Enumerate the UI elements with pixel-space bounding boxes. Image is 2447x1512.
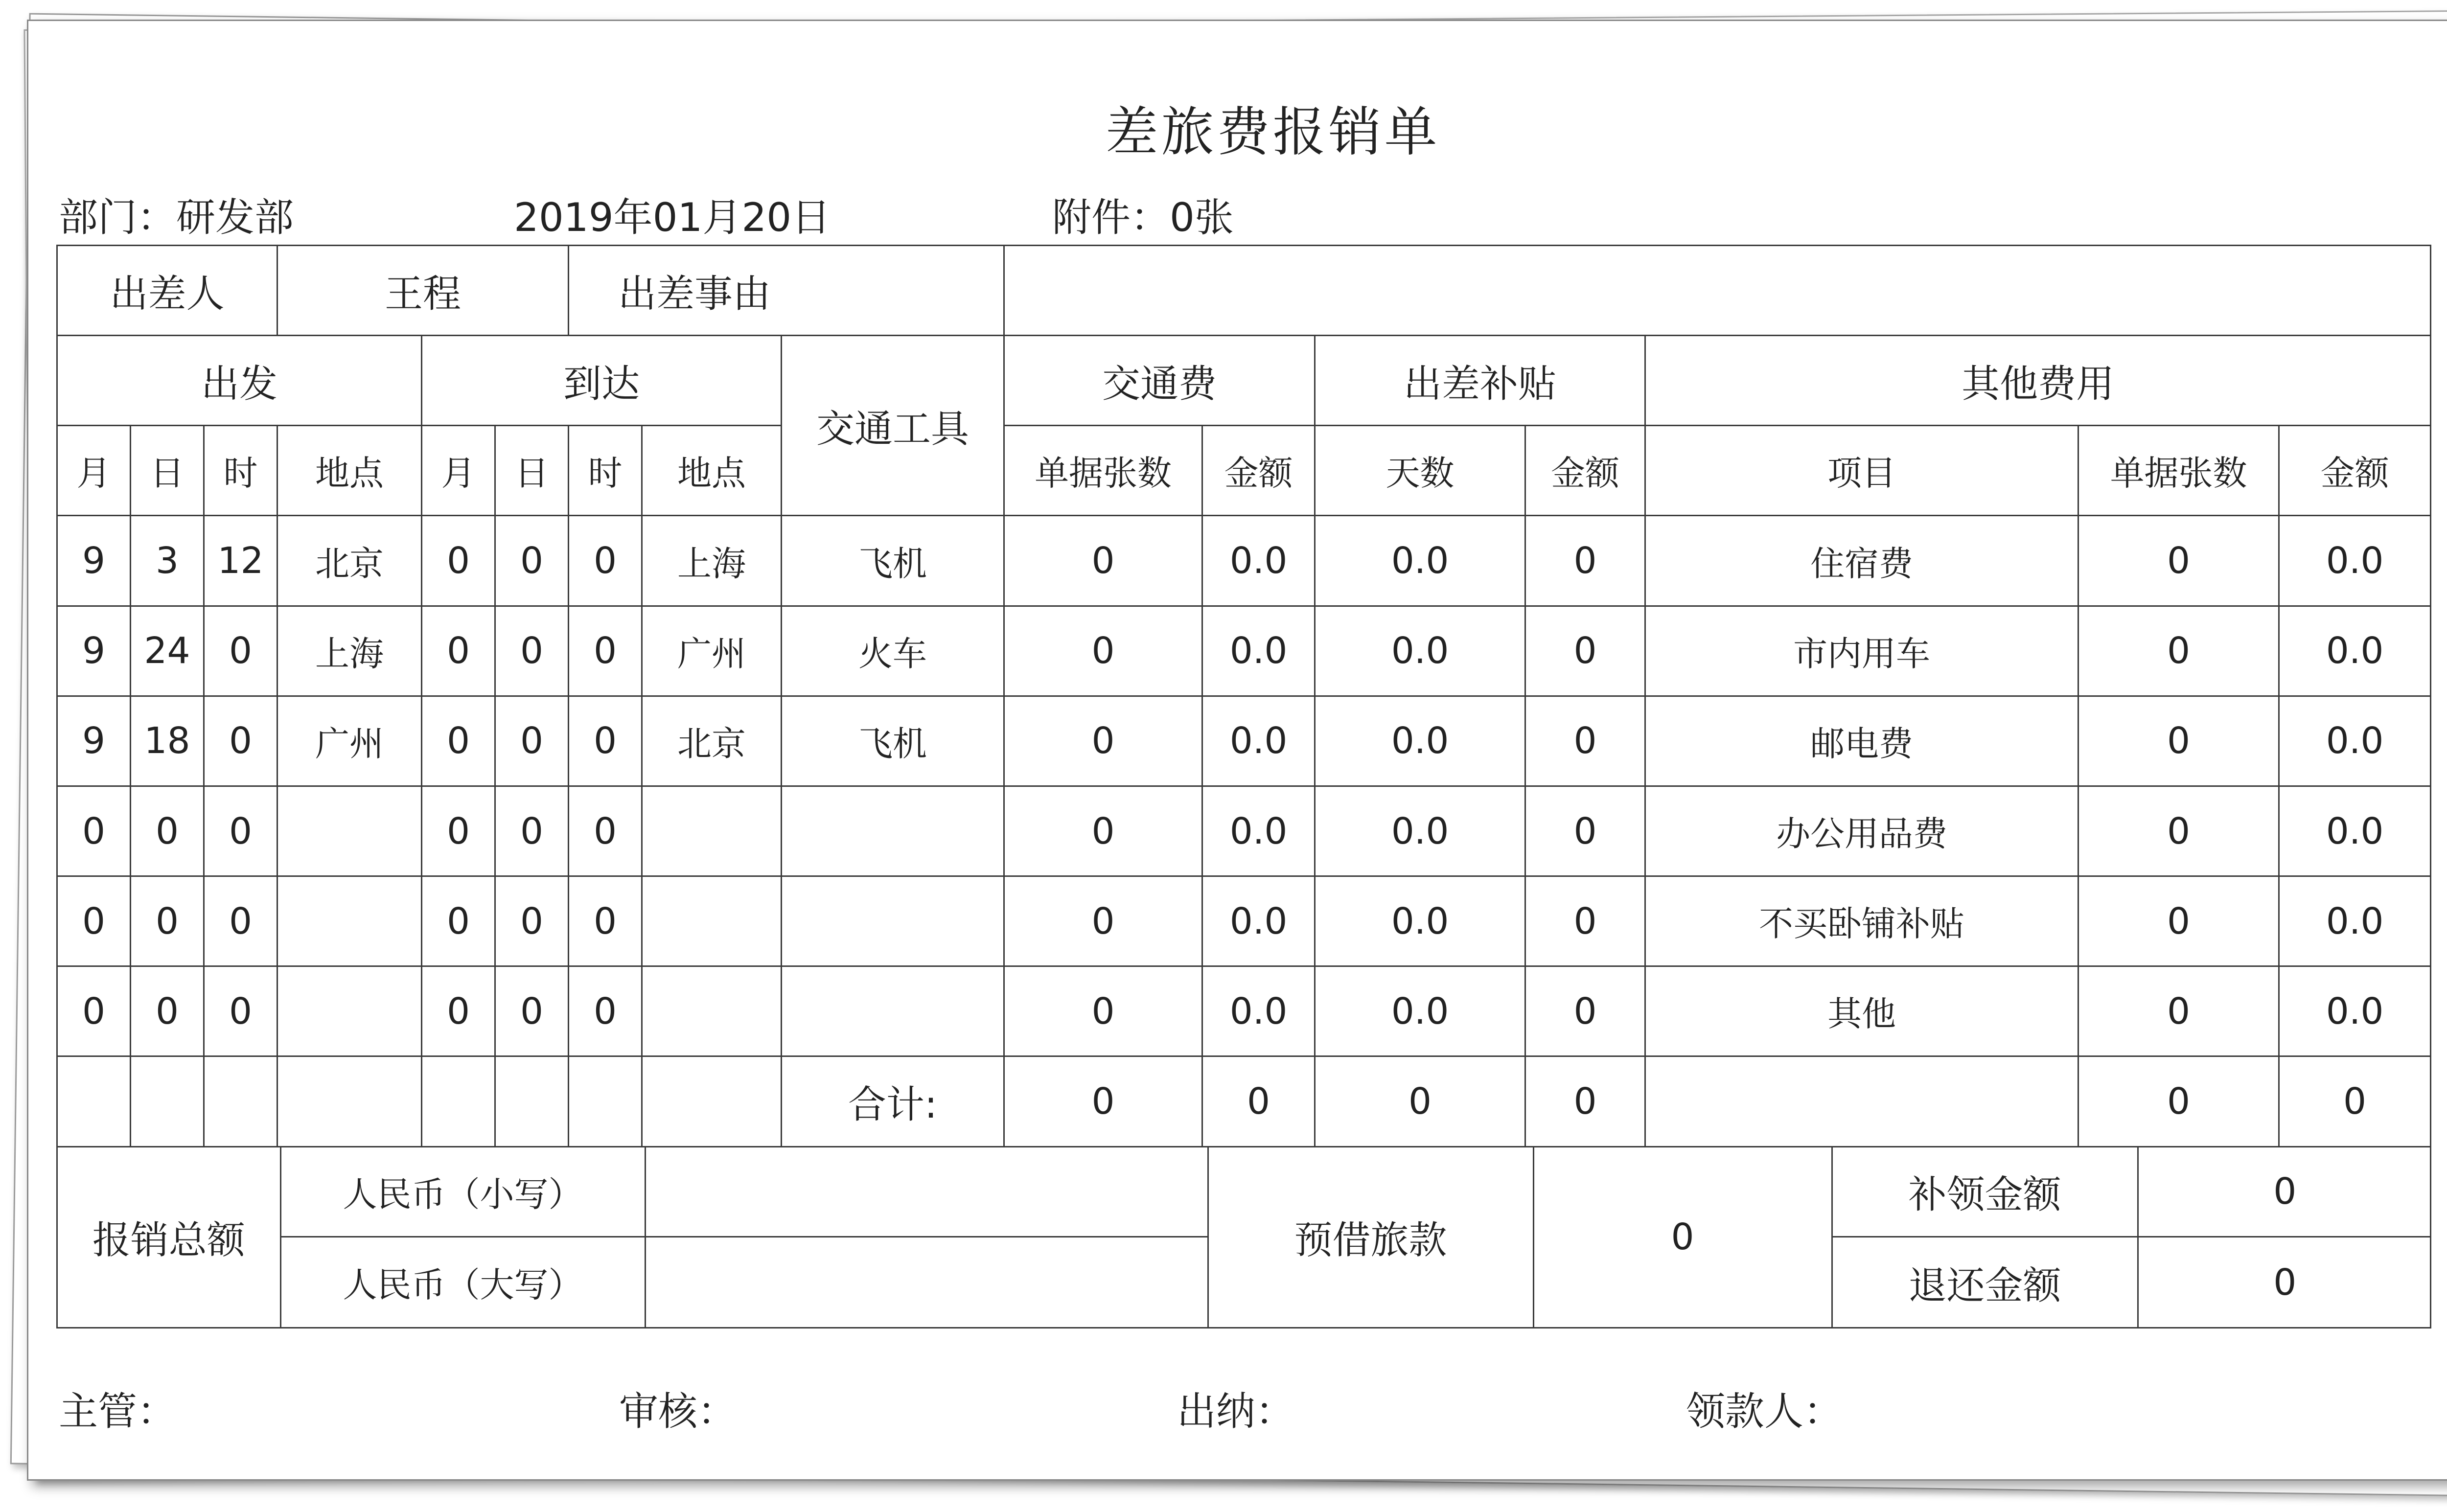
transport-amount-cell[interactable]: 0.0 xyxy=(1202,696,1315,786)
empty-cell xyxy=(422,1056,495,1146)
arr-month-cell[interactable]: 0 xyxy=(422,516,495,606)
advance-value[interactable]: 0 xyxy=(1533,1147,1832,1327)
transport-amount-cell[interactable]: 0.0 xyxy=(1202,966,1315,1056)
transport-amount-cell[interactable]: 0.0 xyxy=(1202,786,1315,876)
arr-month-cell[interactable]: 0 xyxy=(422,696,495,786)
dep-day-cell[interactable]: 0 xyxy=(131,786,204,876)
rmb-lower-value[interactable] xyxy=(645,1147,1208,1237)
other-item-cell: 其他 xyxy=(1645,966,2078,1056)
arr-hour-header: 时 xyxy=(569,426,642,516)
arr-month-cell[interactable]: 0 xyxy=(422,966,495,1056)
other-count-cell[interactable]: 0 xyxy=(2078,606,2279,696)
other-amount-header: 金额 xyxy=(2279,426,2431,516)
dep-month-cell[interactable]: 0 xyxy=(57,876,131,966)
traveler-label: 出差人 xyxy=(57,246,277,336)
transport-count-cell[interactable]: 0 xyxy=(1004,966,1202,1056)
totals-row xyxy=(57,1056,2431,1146)
form-title: 差旅费报销单 xyxy=(1105,102,1440,163)
other-item-header: 项目 xyxy=(1645,426,2078,516)
total-transport-amount: 0 xyxy=(1202,1056,1315,1146)
group-header-row xyxy=(57,336,2431,426)
total-allowance-amount: 0 xyxy=(1525,1056,1645,1146)
arr-hour-cell[interactable]: 0 xyxy=(569,606,642,696)
transport-amount-cell[interactable]: 0.0 xyxy=(1202,876,1315,966)
arr-place-cell[interactable]: 广州 xyxy=(642,606,782,696)
traveler-row xyxy=(57,246,2431,336)
arr-place-header: 地点 xyxy=(642,426,782,516)
summary-table xyxy=(58,1147,2431,1327)
allowance-amount-cell[interactable]: 0 xyxy=(1525,876,1645,966)
dep-hour-header: 时 xyxy=(204,426,277,516)
allowance-amount-cell[interactable]: 0 xyxy=(1525,606,1645,696)
other-item-cell: 市内用车 xyxy=(1645,606,2078,696)
dep-day-cell[interactable]: 24 xyxy=(131,606,204,696)
table-row xyxy=(57,966,2431,1056)
transport-amount-header: 金额 xyxy=(1202,426,1315,516)
refund-label: 退还金额 xyxy=(1832,1237,2138,1327)
arr-place-cell[interactable] xyxy=(642,966,782,1056)
dep-hour-cell[interactable]: 0 xyxy=(204,876,277,966)
dep-place-cell[interactable]: 北京 xyxy=(277,516,422,606)
table-row xyxy=(57,606,2431,696)
allowance-days-cell[interactable]: 0.0 xyxy=(1315,966,1525,1056)
vehicle-header: 交通工具 xyxy=(782,336,1004,516)
allowance-days-cell[interactable]: 0.0 xyxy=(1315,606,1525,696)
transport-count-cell[interactable]: 0 xyxy=(1004,786,1202,876)
vehicle-cell[interactable]: 火车 xyxy=(782,606,1004,696)
reason-label: 出差事由 xyxy=(569,246,1004,336)
allowance-days-cell[interactable]: 0.0 xyxy=(1315,876,1525,966)
rmb-upper-value[interactable] xyxy=(645,1237,1208,1327)
refund-value[interactable]: 0 xyxy=(2138,1237,2431,1327)
dep-place-header: 地点 xyxy=(277,426,422,516)
allowance-days-cell[interactable]: 0.0 xyxy=(1315,516,1525,606)
department-info: 部门：研发部 xyxy=(59,195,294,240)
empty-cell xyxy=(569,1056,642,1146)
arr-hour-cell[interactable]: 0 xyxy=(569,876,642,966)
table-row xyxy=(57,786,2431,876)
dep-hour-cell[interactable]: 0 xyxy=(204,786,277,876)
dep-day-cell[interactable]: 0 xyxy=(131,966,204,1056)
arr-month-cell[interactable]: 0 xyxy=(422,786,495,876)
empty-cell xyxy=(57,1056,131,1146)
dep-hour-cell[interactable]: 0 xyxy=(204,696,277,786)
other-count-cell[interactable]: 0 xyxy=(2078,786,2279,876)
transport-count-cell[interactable]: 0 xyxy=(1004,606,1202,696)
other-count-header: 单据张数 xyxy=(2078,426,2279,516)
vehicle-cell[interactable] xyxy=(782,786,1004,876)
other-amount-cell[interactable]: 0.0 xyxy=(2279,966,2431,1056)
arr-day-header: 日 xyxy=(495,426,569,516)
transport-count-cell[interactable]: 0 xyxy=(1004,696,1202,786)
vehicle-cell[interactable]: 飞机 xyxy=(782,696,1004,786)
expense-table xyxy=(56,245,2431,1329)
dep-place-cell[interactable] xyxy=(277,786,422,876)
arr-hour-cell[interactable]: 0 xyxy=(569,516,642,606)
other-count-cell[interactable]: 0 xyxy=(2078,966,2279,1056)
arr-day-cell[interactable]: 0 xyxy=(495,876,569,966)
total-transport-count: 0 xyxy=(1004,1056,1202,1146)
empty-cell xyxy=(495,1056,569,1146)
advance-label: 预借旅款 xyxy=(1208,1147,1533,1327)
transport-fee-header: 交通费 xyxy=(1004,336,1315,426)
dep-day-header: 日 xyxy=(131,426,204,516)
arr-place-cell[interactable] xyxy=(642,876,782,966)
other-item-cell: 住宿费 xyxy=(1645,516,2078,606)
dep-hour-cell[interactable]: 0 xyxy=(204,606,277,696)
dep-place-cell[interactable] xyxy=(277,966,422,1056)
allowance-amount-cell[interactable]: 0 xyxy=(1525,696,1645,786)
other-amount-cell[interactable]: 0.0 xyxy=(2279,606,2431,696)
dep-day-cell[interactable]: 0 xyxy=(131,876,204,966)
dep-month-header: 月 xyxy=(57,426,131,516)
allowance-amount-cell[interactable]: 0 xyxy=(1525,516,1645,606)
auditor-signature[interactable]: 审核： xyxy=(619,1389,737,1434)
dep-place-cell[interactable]: 上海 xyxy=(277,606,422,696)
dep-hour-cell[interactable]: 12 xyxy=(204,516,277,606)
arr-month-cell[interactable]: 0 xyxy=(422,606,495,696)
rmb-lower-label: 人民币（小写） xyxy=(280,1147,645,1237)
table-row xyxy=(57,516,2431,606)
vehicle-cell[interactable] xyxy=(782,876,1004,966)
arr-place-cell[interactable]: 北京 xyxy=(642,696,782,786)
arr-place-cell[interactable]: 上海 xyxy=(642,516,782,606)
arr-month-cell[interactable]: 0 xyxy=(422,876,495,966)
dep-month-cell[interactable]: 9 xyxy=(57,606,131,696)
empty-cell xyxy=(277,1056,422,1146)
other-count-cell[interactable]: 0 xyxy=(2078,516,2279,606)
arr-day-cell[interactable]: 0 xyxy=(495,696,569,786)
allowance-amount-cell[interactable]: 0 xyxy=(1525,966,1645,1056)
cashier-signature[interactable]: 出纳： xyxy=(1177,1389,1294,1434)
reimburse-total-label: 报销总额 xyxy=(58,1147,280,1327)
dep-month-cell[interactable]: 0 xyxy=(57,966,131,1056)
empty-cell xyxy=(131,1056,204,1146)
arr-hour-cell[interactable]: 0 xyxy=(569,696,642,786)
total-allowance-days: 0 xyxy=(1315,1056,1525,1146)
dep-hour-cell[interactable]: 0 xyxy=(204,966,277,1056)
table-row xyxy=(57,696,2431,786)
other-count-cell[interactable]: 0 xyxy=(2078,696,2279,786)
arr-month-header: 月 xyxy=(422,426,495,516)
vehicle-cell[interactable]: 飞机 xyxy=(782,516,1004,606)
transport-amount-cell[interactable]: 0.0 xyxy=(1202,606,1315,696)
transport-count-cell[interactable]: 0 xyxy=(1004,516,1202,606)
attachments-info: 附件：0张 xyxy=(1052,195,1234,240)
other-item-cell: 办公用品费 xyxy=(1645,786,2078,876)
allowance-header: 出差补贴 xyxy=(1315,336,1645,426)
allowance-amount-cell[interactable]: 0 xyxy=(1525,786,1645,876)
allowance-days-cell[interactable]: 0.0 xyxy=(1315,696,1525,786)
table-row xyxy=(57,876,2431,966)
arr-place-cell[interactable] xyxy=(642,786,782,876)
summary-table-row xyxy=(57,1146,2431,1328)
date-info: 2019年01月20日 xyxy=(514,195,831,240)
reason-value[interactable] xyxy=(1004,246,2431,336)
dep-day-cell[interactable]: 18 xyxy=(131,696,204,786)
allowance-days-cell[interactable]: 0.0 xyxy=(1315,786,1525,876)
total-label: 合计: xyxy=(782,1056,1004,1146)
arr-day-cell[interactable]: 0 xyxy=(495,966,569,1056)
empty-cell xyxy=(1645,1056,2078,1146)
vehicle-cell[interactable] xyxy=(782,966,1004,1056)
column-header-row xyxy=(57,426,2431,516)
transport-amount-cell[interactable]: 0.0 xyxy=(1202,516,1315,606)
depart-header: 出发 xyxy=(57,336,422,426)
arr-day-cell[interactable]: 0 xyxy=(495,516,569,606)
dep-month-cell[interactable]: 9 xyxy=(57,696,131,786)
total-other-amount: 0 xyxy=(2279,1056,2431,1146)
arr-day-cell[interactable]: 0 xyxy=(495,786,569,876)
arrive-header: 到达 xyxy=(422,336,782,426)
arr-day-cell[interactable]: 0 xyxy=(495,606,569,696)
supervisor-signature[interactable]: 主管： xyxy=(59,1389,176,1434)
traveler-name[interactable]: 王程 xyxy=(277,246,569,336)
supplement-value[interactable]: 0 xyxy=(2138,1147,2431,1237)
allowance-days-header: 天数 xyxy=(1315,426,1525,516)
other-amount-cell[interactable]: 0.0 xyxy=(2279,786,2431,876)
arr-hour-cell[interactable]: 0 xyxy=(569,966,642,1056)
other-amount-cell[interactable]: 0.0 xyxy=(2279,696,2431,786)
dep-place-cell[interactable] xyxy=(277,876,422,966)
transport-count-cell[interactable]: 0 xyxy=(1004,876,1202,966)
other-fees-header: 其他费用 xyxy=(1645,336,2431,426)
supplement-label: 补领金额 xyxy=(1832,1147,2138,1237)
payee-signature[interactable]: 领款人： xyxy=(1686,1389,1843,1434)
dep-month-cell[interactable]: 9 xyxy=(57,516,131,606)
allowance-amount-header: 金额 xyxy=(1525,426,1645,516)
summary-section xyxy=(57,1146,2431,1328)
rmb-upper-label: 人民币（大写） xyxy=(280,1237,645,1327)
other-count-cell[interactable]: 0 xyxy=(2078,876,2279,966)
empty-cell xyxy=(642,1056,782,1146)
other-amount-cell[interactable]: 0.0 xyxy=(2279,516,2431,606)
other-item-cell: 不买卧铺补贴 xyxy=(1645,876,2078,966)
total-other-count: 0 xyxy=(2078,1056,2279,1146)
transport-count-header: 单据张数 xyxy=(1004,426,1202,516)
other-item-cell: 邮电费 xyxy=(1645,696,2078,786)
dep-place-cell[interactable]: 广州 xyxy=(277,696,422,786)
dep-day-cell[interactable]: 3 xyxy=(131,516,204,606)
empty-cell xyxy=(204,1056,277,1146)
arr-hour-cell[interactable]: 0 xyxy=(569,786,642,876)
other-amount-cell[interactable]: 0.0 xyxy=(2279,876,2431,966)
dep-month-cell[interactable]: 0 xyxy=(57,786,131,876)
